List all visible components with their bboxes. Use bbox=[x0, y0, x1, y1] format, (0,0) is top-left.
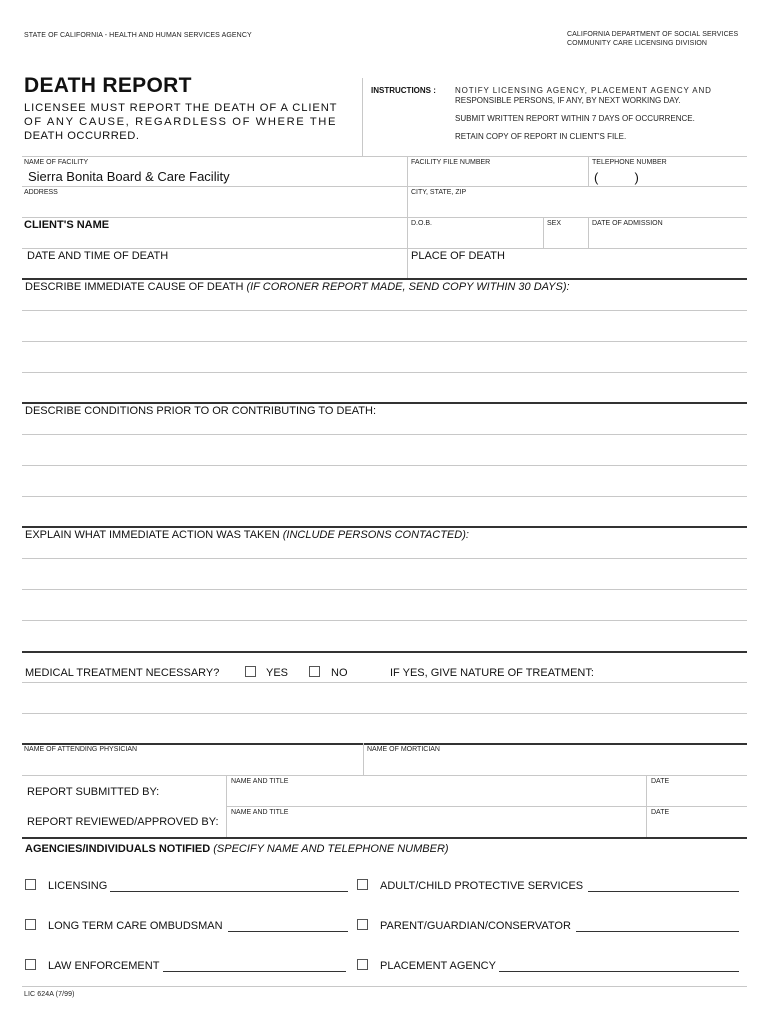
ombudsman-label: LONG TERM CARE OMBUDSMAN bbox=[48, 920, 223, 932]
telephone-label: TELEPHONE NUMBER bbox=[592, 159, 667, 166]
subtitle-line3: DEATH OCCURRED. bbox=[24, 130, 140, 142]
agency-header: STATE OF CALIFORNIA - HEALTH AND HUMAN SERVICES AGENCY bbox=[24, 32, 252, 39]
telephone-value[interactable]: ( ) bbox=[594, 170, 639, 185]
report-reviewed-label: REPORT REVIEWED/APPROVED BY: bbox=[27, 816, 219, 828]
reviewed-date-input[interactable] bbox=[652, 820, 744, 834]
address-label: ADDRESS bbox=[24, 189, 58, 196]
licensing-checkbox[interactable] bbox=[25, 879, 36, 890]
parent-guardian-checkbox[interactable] bbox=[357, 919, 368, 930]
form-number: LIC 624A (7/99) bbox=[24, 991, 75, 998]
instructions-line1: NOTIFY LICENSING AGENCY, PLACEMENT AGENCY AND bbox=[455, 86, 712, 95]
facility-file-number-input[interactable] bbox=[413, 169, 583, 185]
medical-treatment-label: MEDICAL TREATMENT NECESSARY? bbox=[25, 667, 220, 679]
parent-guardian-label: PARENT/GUARDIAN/CONSERVATOR bbox=[380, 920, 571, 932]
attending-physician-label: NAME OF ATTENDING PHYSICIAN bbox=[24, 746, 138, 753]
facility-name-value[interactable]: Sierra Bonita Board & Care Facility bbox=[28, 169, 230, 184]
reviewed-name-title-label: NAME AND TITLE bbox=[231, 809, 289, 816]
yes-label: YES bbox=[266, 667, 289, 679]
department-header-line2: COMMUNITY CARE LICENSING DIVISION bbox=[567, 40, 708, 47]
client-name-label: CLIENT'S NAME bbox=[24, 219, 110, 231]
attending-physician-input[interactable] bbox=[26, 757, 356, 771]
placement-agency-label: PLACEMENT AGENCY bbox=[380, 960, 496, 972]
reviewed-date-label: DATE bbox=[651, 809, 670, 816]
conditions-label: DESCRIBE CONDITIONS PRIOR TO OR CONTRIBUTING TO DEATH: bbox=[25, 405, 377, 417]
adult-child-protective-label: ADULT/CHILD PROTECTIVE SERVICES bbox=[380, 880, 584, 892]
mortician-label: NAME OF MORTICIAN bbox=[367, 746, 440, 753]
submitted-name-input[interactable] bbox=[232, 789, 642, 803]
law-enforcement-line[interactable] bbox=[163, 971, 346, 972]
no-checkbox[interactable] bbox=[309, 666, 320, 677]
reviewed-name-input[interactable] bbox=[232, 820, 642, 834]
form-title: DEATH REPORT bbox=[24, 74, 192, 97]
ombudsman-checkbox[interactable] bbox=[25, 919, 36, 930]
no-label: NO bbox=[331, 667, 348, 679]
placement-agency-line[interactable] bbox=[499, 971, 739, 972]
coroner-note: (IF CORONER REPORT MADE, SEND COPY WITHIN 30 DAYS): bbox=[246, 281, 570, 293]
instructions-line3: SUBMIT WRITTEN REPORT WITHIN 7 DAYS OF OCCURRENCE. bbox=[455, 114, 695, 123]
cause-of-death-label: DESCRIBE IMMEDIATE CAUSE OF DEATH (IF CORONER REPORT MADE, SEND COPY WITHIN 30 DAYS): bbox=[25, 281, 570, 293]
report-submitted-label: REPORT SUBMITTED BY: bbox=[27, 786, 160, 798]
instructions-line2: RESPONSIBLE PERSONS, IF ANY, BY NEXT WORKING DAY. bbox=[455, 96, 681, 105]
department-header-line1: CALIFORNIA DEPARTMENT OF SOCIAL SERVICES bbox=[567, 31, 739, 38]
law-enforcement-checkbox[interactable] bbox=[25, 959, 36, 970]
placement-agency-checkbox[interactable] bbox=[357, 959, 368, 970]
adult-child-protective-line[interactable] bbox=[588, 891, 739, 892]
law-enforcement-label: LAW ENFORCEMENT bbox=[48, 960, 160, 972]
submitted-name-title-label: NAME AND TITLE bbox=[231, 778, 289, 785]
parent-guardian-line[interactable] bbox=[576, 931, 739, 932]
place-of-death-label: PLACE OF DEATH bbox=[411, 250, 505, 262]
city-state-zip-label: CITY, STATE, ZIP bbox=[411, 189, 467, 196]
sex-label: SEX bbox=[547, 220, 562, 227]
yes-checkbox[interactable] bbox=[245, 666, 256, 677]
date-time-of-death-label: DATE AND TIME OF DEATH bbox=[27, 250, 169, 262]
date-of-admission-label: DATE OF ADMISSION bbox=[592, 220, 663, 227]
adult-child-protective-checkbox[interactable] bbox=[357, 879, 368, 890]
licensing-label: LICENSING bbox=[48, 880, 108, 892]
instructions-label: INSTRUCTIONS : bbox=[371, 86, 436, 95]
ombudsman-line[interactable] bbox=[228, 931, 348, 932]
instructions-line4: RETAIN COPY OF REPORT IN CLIENT'S FILE. bbox=[455, 132, 627, 141]
address-input[interactable] bbox=[28, 199, 398, 215]
submitted-date-input[interactable] bbox=[652, 789, 744, 803]
persons-contacted-note: (INCLUDE PERSONS CONTACTED): bbox=[282, 529, 469, 541]
city-state-zip-input[interactable] bbox=[413, 199, 743, 215]
nature-of-treatment-label: IF YES, GIVE NATURE OF TREATMENT: bbox=[390, 667, 594, 679]
client-name-input[interactable] bbox=[26, 231, 396, 245]
subtitle-line2: OF ANY CAUSE, REGARDLESS OF WHERE THE bbox=[24, 116, 338, 128]
submitted-date-label: DATE bbox=[651, 778, 670, 785]
mortician-input[interactable] bbox=[369, 757, 743, 771]
agencies-notified-heading: AGENCIES/INDIVIDUALS NOTIFIED (SPECIFY NAME AND TELEPHONE NUMBER) bbox=[25, 843, 449, 855]
dob-label: D.O.B. bbox=[411, 220, 433, 227]
action-taken-label: EXPLAIN WHAT IMMEDIATE ACTION WAS TAKEN (INCLUDE PERSONS CONTACTED): bbox=[25, 529, 469, 541]
facility-file-number-label: FACILITY FILE NUMBER bbox=[411, 159, 491, 166]
licensing-line[interactable] bbox=[110, 891, 348, 892]
facility-name-label: NAME OF FACILITY bbox=[24, 159, 89, 166]
subtitle-line1: LICENSEE MUST REPORT THE DEATH OF A CLIENT bbox=[24, 102, 338, 114]
agencies-heading-note: (SPECIFY NAME AND TELEPHONE NUMBER) bbox=[213, 843, 449, 855]
